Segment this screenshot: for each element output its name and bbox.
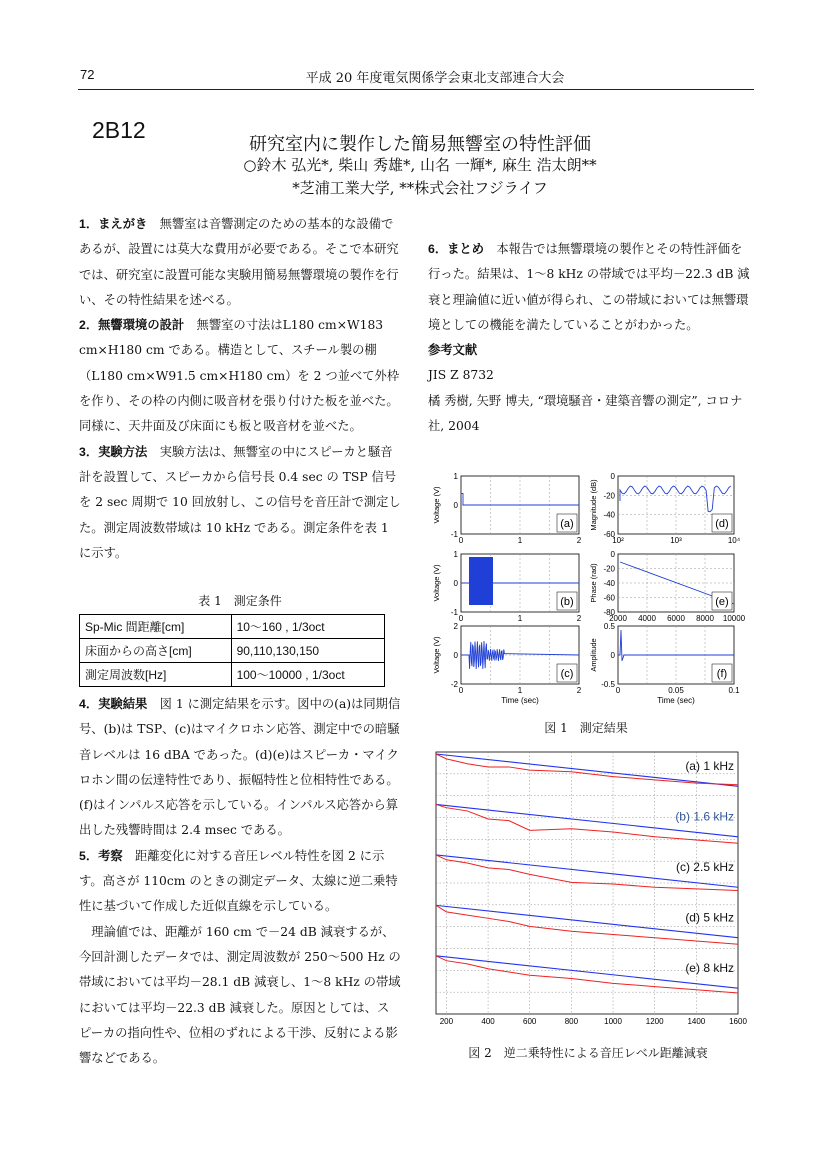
x-tick-label: 10³ [670, 536, 682, 545]
x-tick-label: 0 [615, 686, 621, 695]
y-tick-label: 0 [610, 550, 615, 559]
panel-e [589, 550, 746, 623]
y-tick-label: 0 [453, 501, 458, 510]
table-cell: 90,110,130,150 [231, 639, 384, 663]
conference-header: 平成 20 年度電気関係学会東北支部連合大会 [305, 71, 565, 86]
section-2-body: 無響室の寸法はL180 cm×W183 cm×H180 cm である。構造として、スチール製の棚（L180 cm×W91.5 cm×H180 cm）を 2 つ並べて外枠を作り、その枠の内側に吸音材を張り付けた板を並べた。同様に、天井面及び床面にも板と吸音材を並べた。 [79, 318, 400, 434]
x-tick-label: 1 [517, 614, 523, 623]
x-tick-label: 1 [517, 686, 523, 695]
panel-label: (d) [715, 518, 729, 530]
x-tick-label: 2 [576, 614, 582, 623]
panel-label: (a) [560, 518, 574, 530]
panel-f [589, 622, 740, 705]
paper-id: 2B12 [92, 117, 146, 143]
section-4 [79, 692, 401, 844]
y-tick-label: 1 [453, 550, 458, 559]
y-tick-label: -0.5 [601, 680, 615, 689]
x-tick-label: 800 [564, 1017, 579, 1026]
reference-1: JIS Z 8732 [428, 368, 494, 383]
x-tick-label: 400 [481, 1017, 495, 1026]
reference-2: 橘 秀樹, 矢野 博夫, “環境騒音・建築音響の測定”, コロナ社, 2004 [428, 393, 743, 434]
y-tick-label: 0 [453, 651, 458, 660]
y-tick-label: 0.5 [603, 622, 615, 631]
panel-label: (b) [560, 596, 574, 608]
panel-label: (f) [716, 668, 728, 680]
table-row [80, 663, 385, 687]
y-axis-label: Phase (rad) [589, 563, 598, 603]
x-axis-label: Time (sec) [657, 696, 695, 705]
x-tick-label: 1400 [687, 1017, 706, 1026]
section-1 [79, 212, 401, 313]
y-axis-label: Magnitude (dB) [589, 479, 598, 531]
panel-b [432, 550, 582, 623]
section-5-body: 距離変化に対する音圧レベル特性を図 2 に示す。高さが 110cm のときの測定データ、太線に逆二乗特性に基づいて作成した近似直線を示している。 [79, 848, 398, 914]
figure-2-chart [428, 750, 748, 1035]
paper-title: 研究室内に製作した簡易無響室の特性評価 [249, 134, 591, 155]
author-list: ○鈴木 弘光*, 柴山 秀雄*, 山名 一輝*, 麻生 浩太朗** [243, 156, 597, 174]
section-3-body: 実験方法は、無響室の中にスピーカと騒音計を設置して、スピーカから信号長 0.4 sec の TSP 信号を 2 sec 周期で 10 回放射し、この信号を音圧計で測定した。測定周波数帯域は 10 kHz である。測定条件を表 1 に示す。 [79, 444, 401, 560]
x-axis-label: Time (sec) [501, 696, 539, 705]
y-tick-label: -40 [603, 510, 615, 520]
y-tick-label: -1 [450, 608, 458, 617]
references-heading: 参考文献 [428, 343, 478, 358]
panel-a [432, 472, 582, 545]
affiliations: *芝浦工業大学, **株式会社フジライフ [292, 179, 548, 197]
section-4-body: 図 1 に測定結果を示す。図中の(a)は同期信号、(b)は TSP、(c)はマイクロホン応答、測定中での暗騒音レベルは 16 dBA であった。(d)(e)はスピーカ・マイクロホン間の伝達特性であり、振幅特性と位相特性である。(f)はインパルス応答を示している。インパルス応答から算出した残響時間は 2.4 msec である。 [79, 697, 401, 838]
x-tick-label: 2 [576, 686, 582, 695]
y-tick-label: 0 [610, 651, 615, 660]
x-tick-label: 10⁴ [727, 536, 741, 545]
y-tick-label: -60 [603, 530, 615, 539]
y-tick-label: -1 [450, 530, 458, 539]
table-cell: Sp-Mic 間距離[cm] [80, 615, 232, 639]
x-tick-label: 6000 [667, 614, 685, 623]
figure-2-caption: 図 2 逆二乗特性による音圧レベル距離減衰 [468, 1046, 708, 1060]
section-2-heading: 2．無響環境の設計 [79, 318, 185, 333]
x-tick-label: 10000 [722, 614, 746, 623]
x-tick-label: 0.05 [668, 686, 684, 695]
right-column [428, 237, 750, 439]
y-tick-label: 1 [453, 472, 458, 481]
section-5 [79, 844, 401, 920]
table-row [80, 615, 385, 639]
y-tick-label: -2 [450, 680, 458, 689]
x-tick-label: 0 [458, 614, 464, 623]
band-label: (e) 8 kHz [685, 960, 734, 975]
section-3-heading: 3．実験方法 [79, 444, 148, 459]
section-1-body: 無響室は音響測定のための基本的な設備であるが、設置には莫大な費用が必要である。そこで本研究では、研究室に設置可能な実験用簡易無響環境の製作を行い、その特性結果を述べる。 [79, 217, 399, 307]
section-6 [428, 237, 750, 338]
x-tick-label: 10² [612, 536, 624, 545]
y-axis-label: Voltage (V) [432, 636, 441, 674]
x-tick-label: 1 [517, 536, 523, 545]
y-tick-label: -20 [603, 491, 615, 501]
y-tick-label: -60 [603, 593, 615, 603]
table-cell: 100～10000 , 1/3oct [231, 663, 384, 687]
table-1-caption: 表 1 測定条件 [198, 594, 282, 608]
y-axis-label: Voltage (V) [432, 486, 441, 524]
table-row [80, 639, 385, 663]
y-axis-label: Voltage (V) [432, 564, 441, 602]
section-6-heading: 6．まとめ [428, 242, 485, 256]
x-tick-label: 1200 [645, 1017, 664, 1026]
page-number: 72 [80, 67, 95, 82]
left-column [79, 212, 401, 566]
band-label: (a) 1 kHz [685, 759, 734, 773]
band-label: (c) 2.5 kHz [675, 859, 734, 874]
header-rule [78, 89, 754, 90]
y-axis-label: Amplitude [589, 638, 598, 672]
section-6-body: 本報告では無響環境の製作とその特性評価を行った。結果は、1～8 kHz の帯域では平均－22.3 dB 減衰と理論値に近い値が得られ、この帯域においては無響環境としての機能を満たしていることがわかった。 [428, 242, 750, 332]
figure-1 [426, 468, 746, 708]
tsp-burst [469, 557, 493, 605]
x-tick-label: 8000 [696, 614, 714, 623]
x-tick-label: 1000 [604, 1017, 622, 1026]
conditions-table [79, 614, 385, 687]
figure-1-caption: 図 1 測定結果 [544, 721, 628, 735]
panel-label: (e) [715, 596, 729, 608]
y-tick-label: -40 [603, 579, 615, 588]
x-tick-label: 0.1 [728, 686, 740, 695]
section-1-heading: 1．まえがき [79, 217, 148, 231]
x-tick-label: 4000 [638, 614, 656, 623]
table-cell: 測定周波数[Hz] [80, 663, 232, 687]
y-tick-label: -20 [603, 564, 615, 574]
x-tick-label: 2 [576, 536, 582, 545]
section-5-para-2: 理論値では、距離が 160 cm で－24 dB 減衰するが、今回計測したデータでは、測定周波数が 250～500 Hz の帯域においては平均－28.1 dB 減衰し、1～8 kHz の帯域においては平均－22.3 dB 減衰した。原因としては、スピーカの指向性や、位相のずれによる干渉、反射による影響などである。 [79, 924, 401, 1066]
band-label: (b) 1.6 kHz [675, 809, 734, 824]
y-tick-label: 0 [610, 472, 615, 481]
left-column-lower [79, 692, 401, 1071]
section-3 [79, 440, 401, 566]
x-tick-label: 0 [458, 686, 464, 695]
y-tick-label: 0 [453, 579, 458, 588]
x-tick-label: 1600 [729, 1017, 747, 1026]
panel-d [589, 472, 741, 545]
section-2 [79, 313, 401, 439]
panel-label: (c) [560, 668, 574, 680]
panel-c [432, 622, 582, 705]
band-label: (d) 5 kHz [685, 910, 734, 925]
table-cell: 10～160 , 1/3oct [231, 615, 384, 639]
section-4-heading: 4．実験結果 [79, 697, 148, 711]
x-tick-label: 600 [523, 1017, 537, 1026]
x-tick-label: 200 [439, 1017, 454, 1026]
y-tick-label: 2 [453, 622, 458, 631]
x-tick-label: 2000 [609, 614, 627, 623]
section-5-heading: 5．考察 [79, 848, 123, 863]
y-tick-label: -80 [603, 608, 615, 617]
x-tick-label: 0 [458, 536, 464, 545]
table-cell: 床面からの高さ[cm] [80, 639, 232, 663]
